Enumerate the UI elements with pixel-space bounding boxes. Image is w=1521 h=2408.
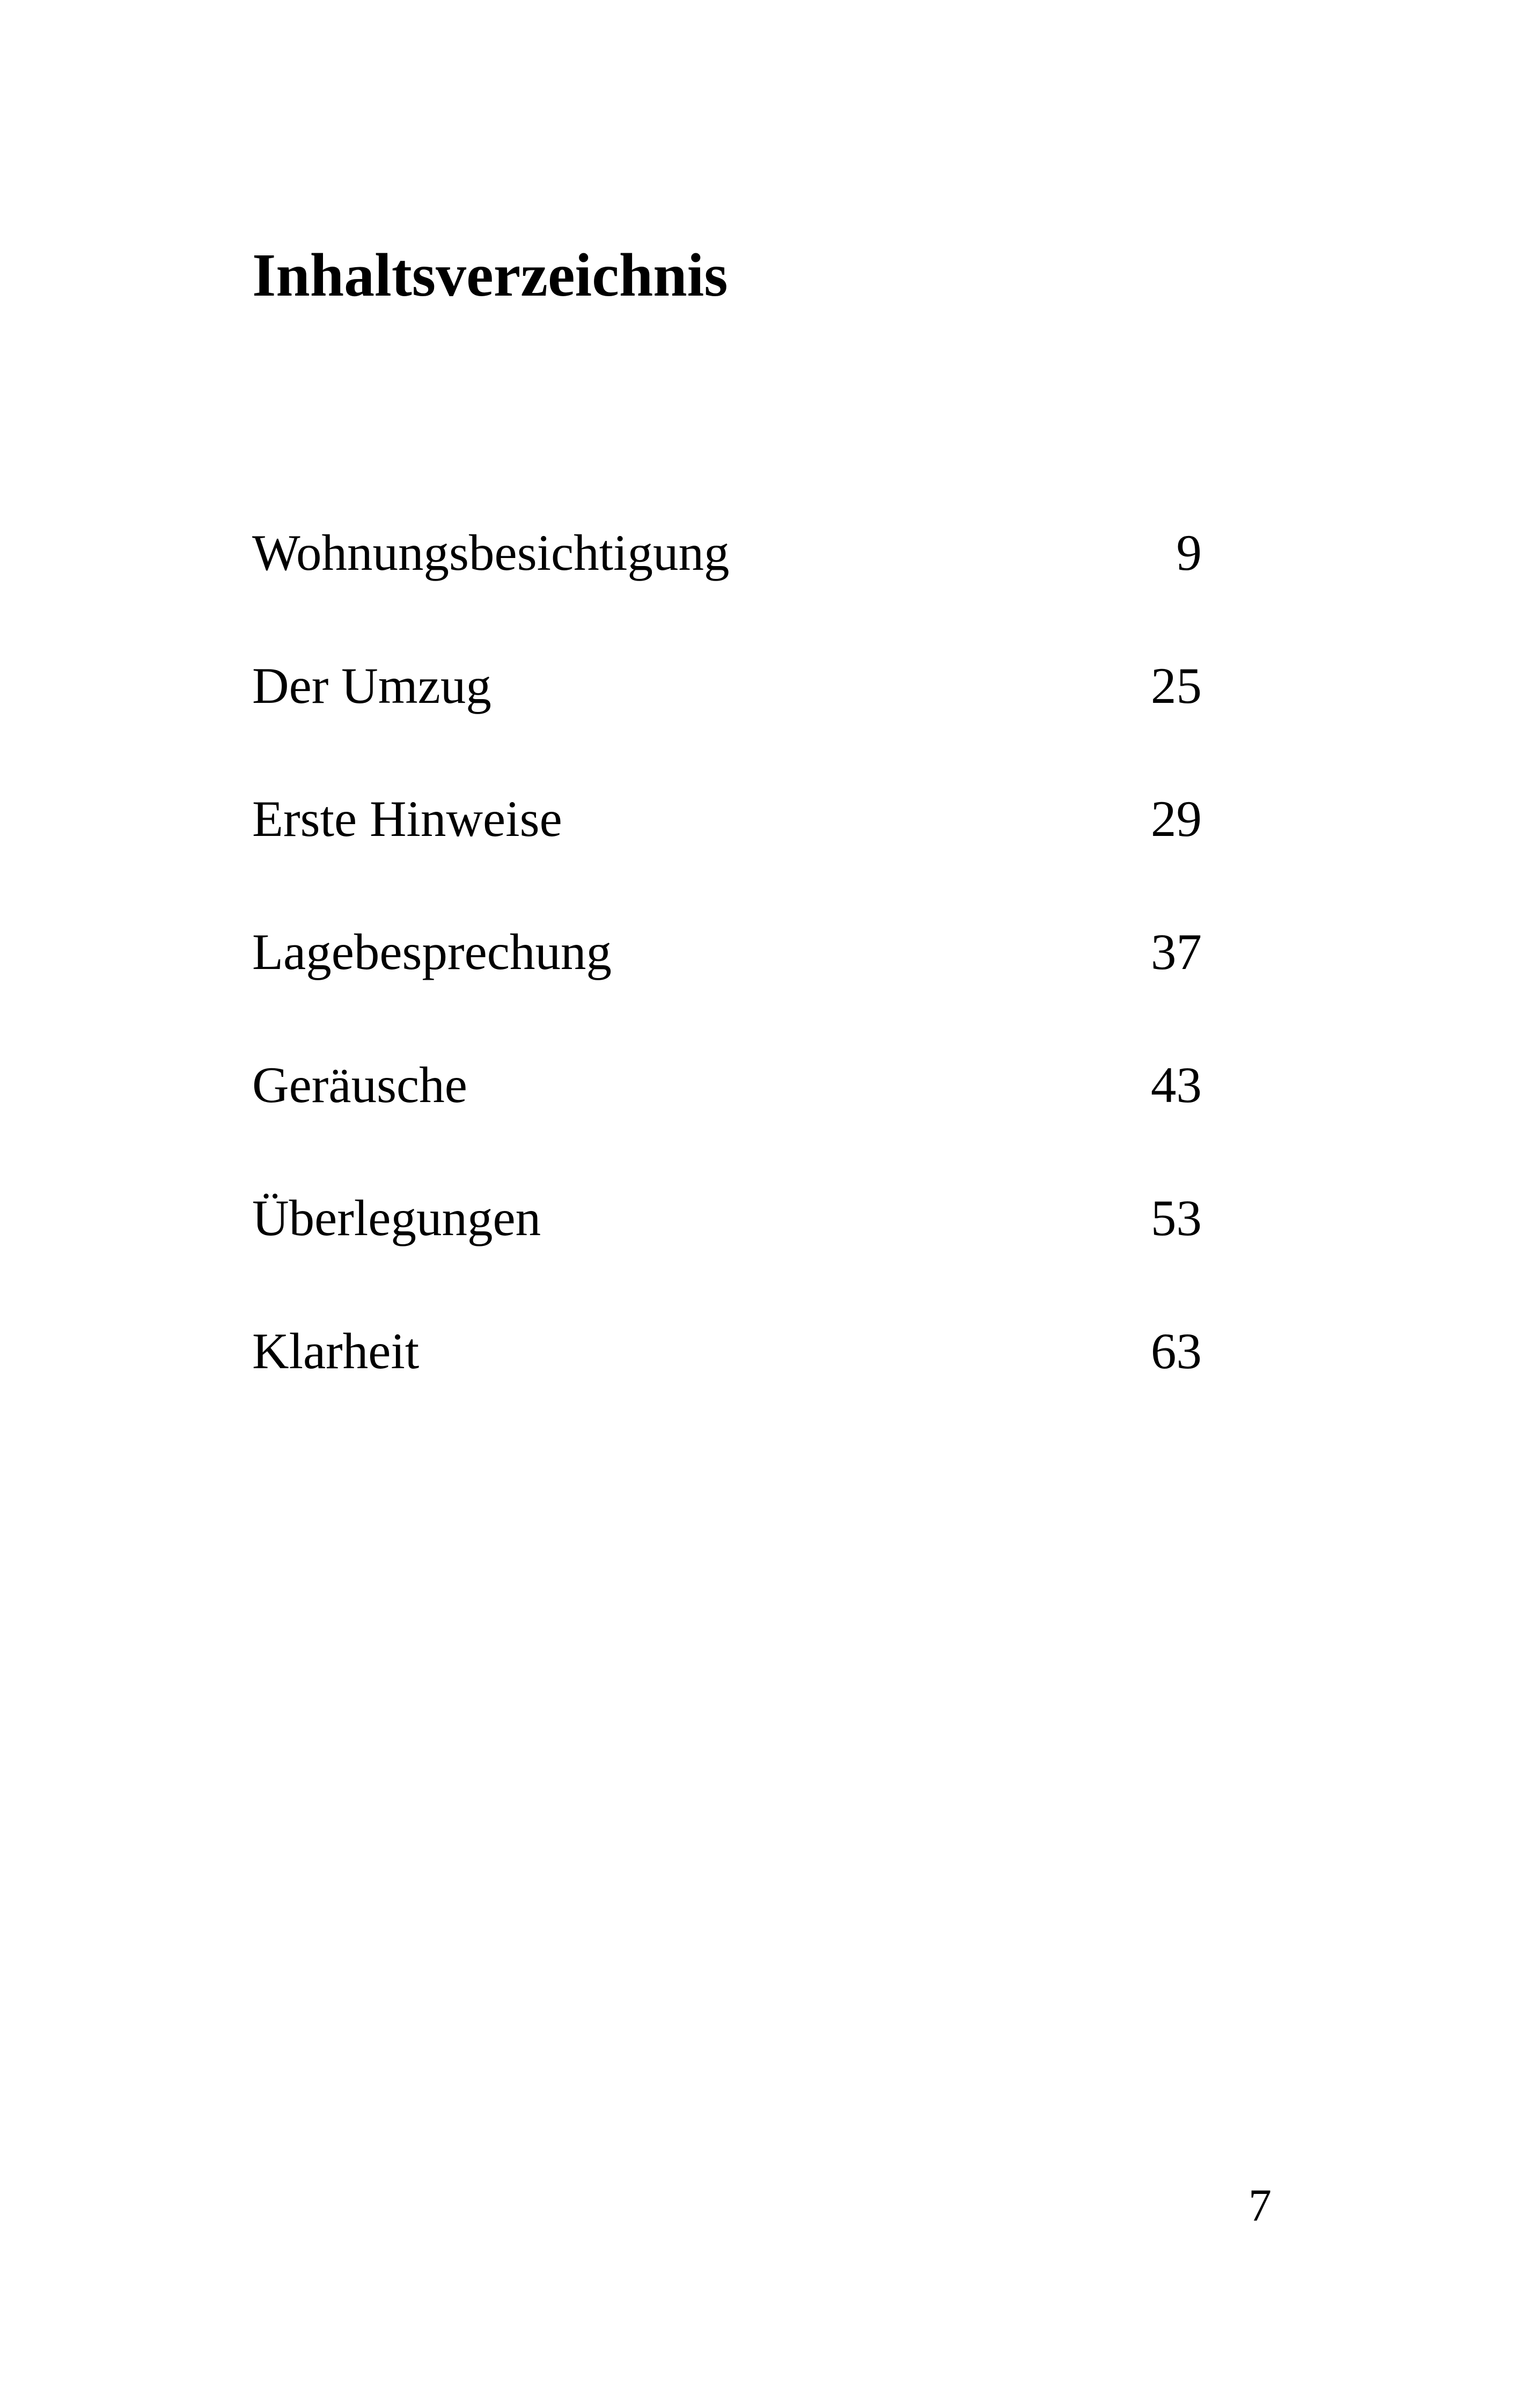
toc-entry-page: 25 <box>1151 657 1202 714</box>
toc-entry-page: 63 <box>1151 1323 1202 1379</box>
page-number: 7 <box>1248 2179 1272 2231</box>
table-of-contents <box>252 520 1202 1452</box>
toc-entry-title: Überlegungen <box>252 1190 541 1246</box>
toc-entry-page: 37 <box>1151 923 1202 980</box>
toc-entry <box>252 654 1202 787</box>
toc-entry <box>252 1186 1202 1319</box>
toc-entry-page: 53 <box>1151 1190 1202 1246</box>
toc-entry-page: 43 <box>1151 1056 1202 1113</box>
page-title: Inhaltsverzeichnis <box>252 241 728 309</box>
toc-entry <box>252 1053 1202 1186</box>
toc-entry-title: Klarheit <box>252 1323 420 1379</box>
toc-entry <box>252 787 1202 920</box>
toc-entry-page: 29 <box>1151 790 1202 847</box>
toc-entry-title: Lagebesprechung <box>252 923 612 980</box>
toc-entry-page: 9 <box>1176 524 1202 581</box>
toc-entry-title: Erste Hinweise <box>252 790 562 847</box>
toc-entry <box>252 920 1202 1053</box>
toc-entry-title: Wohnungsbesichtigung <box>252 524 730 581</box>
toc-entry <box>252 1319 1202 1452</box>
toc-entry-title: Der Umzug <box>252 657 491 714</box>
toc-entry-title: Geräusche <box>252 1056 467 1113</box>
toc-entry <box>252 520 1202 654</box>
